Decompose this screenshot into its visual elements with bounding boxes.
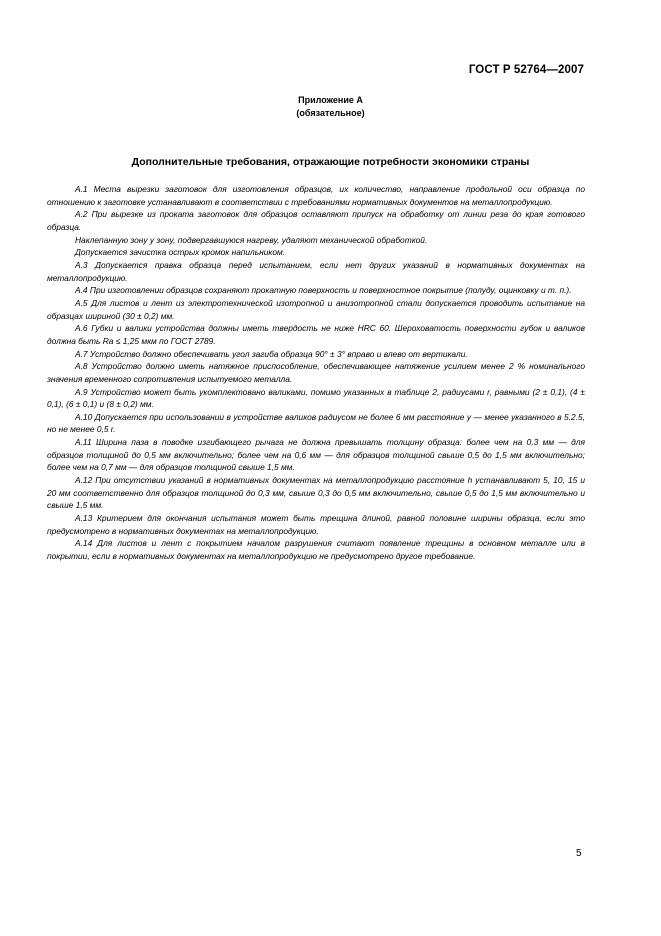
paragraph-a10: А.10 Допускается при использовании в устройстве валиков радиусом не более 6 мм расстояние y — менее указанного в 5.2.5, но не менее 0,5 r. [47, 411, 585, 435]
document-body [47, 183, 585, 563]
paragraph-a4: А.4 При изготовлении образцов сохраняют прокатную поверхность и поверхностное покрытие (полуду, оцинковку и т. п.). [75, 285, 572, 296]
paragraph-a1: А.1 Места вырезки заготовок для изготовления образцов, их количество, направление продольной оси образца по отношению к заготовке устанавливают в соответствии с требованиями нормативных документов на металлопродукцию. [47, 184, 585, 207]
paragraph-a14: А.14 Для листов и лент с покрытием началом разрушения считают появление трещины в основном металле или в покрытии, если в нормативных документах на металлопродукцию не предусмотрено другое требование. [47, 538, 585, 562]
paragraph-a9: А.9 Устройство может быть укомплектовано валиками, помимо указанных в таблице 2, радиусами r, равными (2 ± 0,1), (4 ± 0,1), (6 ± 0,1) и (8 ± 0,2) мм. [47, 386, 585, 410]
paragraph-a7: А.7 Устройство должно обеспечивать угол загиба образца 90° ± 3° вправо и влево от вертикали. [75, 348, 468, 359]
paragraph-a3: А.3 Допускается правка образца перед испытанием, если нет других указаний в нормативных документах на металлопродукцию. [47, 259, 585, 283]
paragraph-a6: А.6 Губки и валики устройства должны иметь твердость не ниже HRC 60. Шероховатость поверхности губок и валиков должна быть Ra ≤ 1,25 мкм по ГОСТ 2789. [47, 323, 585, 346]
section-heading: Дополнительные требования, отражающие потребности экономики страны [131, 156, 530, 168]
paragraph-a2: А.2 При вырезке из проката заготовок для образцов оставляют припуск на обработку от линии реза до края готового образца. [47, 209, 585, 232]
annex-block [0, 94, 661, 120]
paragraph-a2-note-2: Допускается зачистка острых кромок напильником. [75, 247, 286, 258]
paragraph-a11: А.11 Ширина паза в поводке изгибающего рычага не должна превышать толщину образца: более чем на 0,3 мм — для образцов толщиной до 0,5 мм включительно; более чем на 0,6 мм — для образцов толщиной свыше 0,5 до 1,5 мм включительно; более чем на 0,7 мм — для образцов толщиной свыше 1,5 мм. [47, 437, 585, 473]
paragraph-a5: А.5 Для листов и лент из электротехнической изотропной и анизотропной стали допускается проводить испытание на образцах шириной (30 ± 0,2) мм. [47, 297, 585, 321]
annex-status: (обязательное) [296, 108, 365, 118]
paragraph-a12: А.12 При отсутствии указаний в нормативных документах на металлопродукцию расстояние h устанавливают 5, 10, 15 и 20 мм соответственно для образцов толщиной до 0,3 мм, свыше 0,3 до 0,5 мм включительно, свыше 0,5 до 1,5 мм включительно и свыше 1,5 мм. [47, 475, 585, 511]
paragraph-a8: А.8 Устройство должно иметь натяжное приспособление, обеспечивающее натяжение усилием менее 2 % номинального значения временного сопротивления испытуемого металла. [47, 361, 585, 384]
document-standard-number: ГОСТ Р 52764—2007 [468, 64, 584, 76]
page-number: 5 [576, 848, 582, 859]
paragraph-a13: А.13 Критерием для окончания испытания может быть трещина длиной, равной половине ширины образца, если это предусмотрено в нормативных документах на металлопродукцию. [47, 513, 585, 536]
annex-title: Приложение А [298, 95, 363, 105]
paragraph-a2-note-1: Наклепанную зону у зону, подвергавшуюся нагреву, удаляют механической обработкой. [75, 234, 428, 245]
